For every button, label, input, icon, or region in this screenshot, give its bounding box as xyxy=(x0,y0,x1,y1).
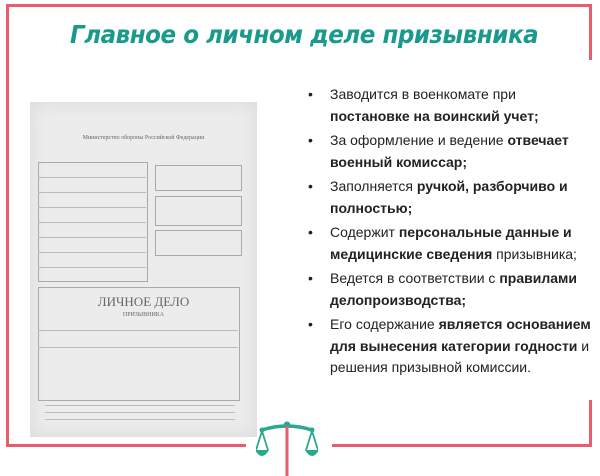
bullet-list xyxy=(306,84,591,382)
slide-title: Главное о личном деле призывника xyxy=(70,20,539,49)
frame-left xyxy=(6,4,9,447)
scales-of-justice-icon xyxy=(256,420,318,476)
bullet-item: • Его содержание является основанием для вынесения категории годности и решения призывной комиссии. xyxy=(306,314,591,379)
frame-bottom-left xyxy=(6,444,246,447)
bullet-item: • Заполняется ручкой, разборчиво и полностью; xyxy=(306,176,591,219)
doc-heading: ЛИЧНОЕ ДЕЛО xyxy=(97,294,190,309)
bullet-item: • За оформление и ведение отвечает военный комиссар; xyxy=(306,130,591,173)
frame-top xyxy=(6,4,592,7)
personal-file-document-image xyxy=(30,102,257,437)
bullet-item: • Содержит персональные данные и медицинские сведения призывника; xyxy=(306,222,591,265)
frame-bottom-right xyxy=(332,444,592,447)
bullet-item: • Заводится в военкомате при постановке на воинский учет; xyxy=(306,84,591,127)
frame-right-bottom xyxy=(589,400,592,447)
bullet-item: • Ведется в соответствии с правилами делопроизводства; xyxy=(306,268,591,311)
doc-ministry: Министерство обороны Российской Федерации xyxy=(82,135,205,141)
frame-right-top xyxy=(589,4,592,60)
doc-subheading: ПРИЗЫВНИКА xyxy=(122,312,165,318)
